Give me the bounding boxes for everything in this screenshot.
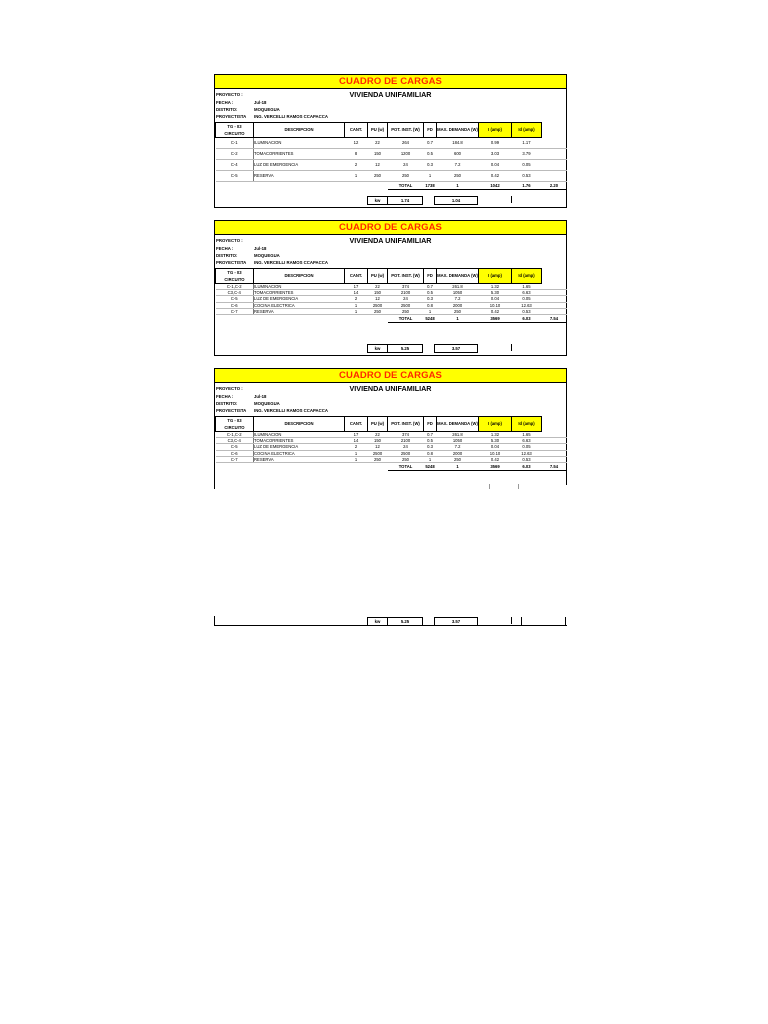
meta-row-proyecto: PROYECTO : [216,386,243,391]
header-pu: PU (w) [368,417,388,432]
table-row: C3,C-4 TOMACORRIENTES 14 150 2100 0.5 1050 5.30 6.63 [216,438,567,444]
project-info [215,383,566,416]
kw-pot-value: 1.74 [387,196,423,205]
load-table [215,416,567,471]
kw-empty-cell [477,617,512,624]
sheet-title: CUADRO DE CARGAS [215,221,566,235]
total-row: TOTAL 5248 1 3569 6.03 7.54 [216,315,567,323]
header-max-demanda: MAX. DEMANDA (W) [437,269,479,284]
kw-label: kw [367,617,388,626]
kw-pot-value: 5.25 [387,344,423,353]
header-fd: FD [424,123,437,138]
meta-row-proyectista: PROYECTISTA ING. VERCELLI RAMOS CCAPACCA [216,260,328,265]
project-info [215,235,566,268]
header-cant: CANT. [345,417,368,432]
table-row: C-1,C-2 ILUMINACION 17 22 374 0.7 261.8 1.32 1.65 [216,284,567,290]
load-table-sheet-3 [214,368,567,485]
table-row: C-6 COCINA ELECTRICA 1 2500 2500 0.8 2000 10.10 12.63 [216,450,567,456]
table-header-row [216,123,567,138]
meta-row-fecha: FECHA : Jul-18 [216,246,267,251]
header-max-demanda: MAX. DEMANDA (W) [437,123,479,138]
header-descripcion: DESCRIPCION [254,123,345,138]
sheet-title: CUADRO DE CARGAS [215,75,566,89]
table-row: C-6 COCINA ELECTRICA 1 2500 2500 0.8 2000 10.10 12.63 [216,302,567,308]
header-descripcion: DESCRIPCION [254,269,345,284]
header-descripcion: DESCRIPCION [254,417,345,432]
project-info [215,89,566,122]
kw-md-value: 3.57 [434,617,478,626]
header-pu: PU (w) [368,123,388,138]
table-row: C3,C-4 TOMACORRIENTES 14 150 2100 0.5 1050 5.30 6.63 [216,290,567,296]
header-cant: CANT. [345,123,368,138]
table-row: C-1,C-2 ILUMINACION 17 22 374 0.7 261.8 1.32 1.65 [216,432,567,438]
meta-row-fecha: FECHA : Jul-18 [216,394,267,399]
table-row: C-5 LUZ DE EMERGENCIA 2 12 24 0.3 7.2 0.04 0.05 [216,444,567,450]
meta-row-proyectista: PROYECTISTA ING. VERCELLI RAMOS CCAPACCA [216,408,328,413]
total-row: TOTAL 1738 1 1042 1.76 2.20 [216,182,567,190]
kw-empty-cell [477,344,512,351]
meta-row-proyecto: PROYECTO : [216,92,243,97]
header-id-amp: Id (amp) [512,269,542,284]
meta-row-distrito: DISTRITO: MOQUEGUA [216,107,280,112]
total-row: TOTAL 5248 1 3569 6.03 7.54 [216,463,567,471]
meta-row-distrito: DISTRITO: MOQUEGUA [216,401,280,406]
kw-pot-value: 5.25 [387,617,423,626]
table-header-row [216,269,567,284]
sheet-title: CUADRO DE CARGAS [215,369,566,383]
sheet-3-left-border [214,484,215,489]
kw-empty-cell [477,196,512,203]
header-circuito: TG - 03 CIRCUITO [216,417,254,432]
meta-row-proyectista: PROYECTISTA ING. VERCELLI RAMOS CCAPACCA [216,114,328,119]
header-pot-inst: POT. INST. (W) [388,417,424,432]
table-row: C-1 ILUMINACION 12 22 264 0.7 184.8 0.99 1.17 [216,138,567,149]
header-i-amp: I (amp) [479,417,512,432]
project-subtitle: VIVIENDA UNIFAMILIAR [349,90,432,99]
sheet-3-right-divider [521,617,522,625]
header-max-demanda: MAX. DEMANDA (W) [437,417,479,432]
meta-row-fecha: FECHA : Jul-18 [216,100,267,105]
header-circuito: TG - 03 CIRCUITO [216,269,254,284]
header-pot-inst: POT. INST. (W) [388,269,424,284]
load-table [215,268,567,323]
kw-label: kw [367,196,388,205]
load-table [215,122,567,190]
meta-row-proyecto: PROYECTO : [216,238,243,243]
header-pot-inst: POT. INST. (W) [388,123,424,138]
header-id-amp: Id (amp) [512,417,542,432]
table-header-row [216,417,567,432]
sheet-3-continuation-line [518,484,519,489]
table-row: C-7 RESERVA 1 250 250 1 250 0.42 0.53 [216,456,567,462]
kw-label: kw [367,344,388,353]
meta-row-distrito: DISTRITO: MOQUEGUA [216,253,280,258]
sheet-3-continuation-line [489,484,490,489]
sheet-3-right-border [565,617,566,626]
kw-md-value: 3.57 [434,344,478,353]
header-cant: CANT. [345,269,368,284]
header-circuito: TG - 03 CIRCUITO [216,123,254,138]
project-subtitle: VIVIENDA UNIFAMILIAR [349,236,432,245]
header-fd: FD [424,269,437,284]
table-row: C-7 RESERVA 1 250 250 1 250 0.42 0.53 [216,308,567,314]
load-table-sheet-1 [214,74,567,208]
header-i-amp: I (amp) [479,269,512,284]
header-i-amp: I (amp) [479,123,512,138]
table-row: C-4 LUZ DE EMERGENCIA 2 12 24 0.3 7.2 0.04 0.05 [216,160,567,171]
header-fd: FD [424,417,437,432]
load-table-sheet-2 [214,220,567,356]
project-subtitle: VIVIENDA UNIFAMILIAR [349,384,432,393]
header-pu: PU (w) [368,269,388,284]
table-row: C-2 TOMACORRIENTES 8 150 1200 0.5 600 3.03 3.79 [216,149,567,160]
header-id-amp: Id (amp) [512,123,542,138]
kw-md-value: 1.04 [434,196,478,205]
table-row: C-5 LUZ DE EMERGENCIA 2 12 24 0.3 7.2 0.04 0.05 [216,296,567,302]
table-row: C-5 RESERVA 1 250 250 1 250 0.42 0.53 [216,171,567,182]
